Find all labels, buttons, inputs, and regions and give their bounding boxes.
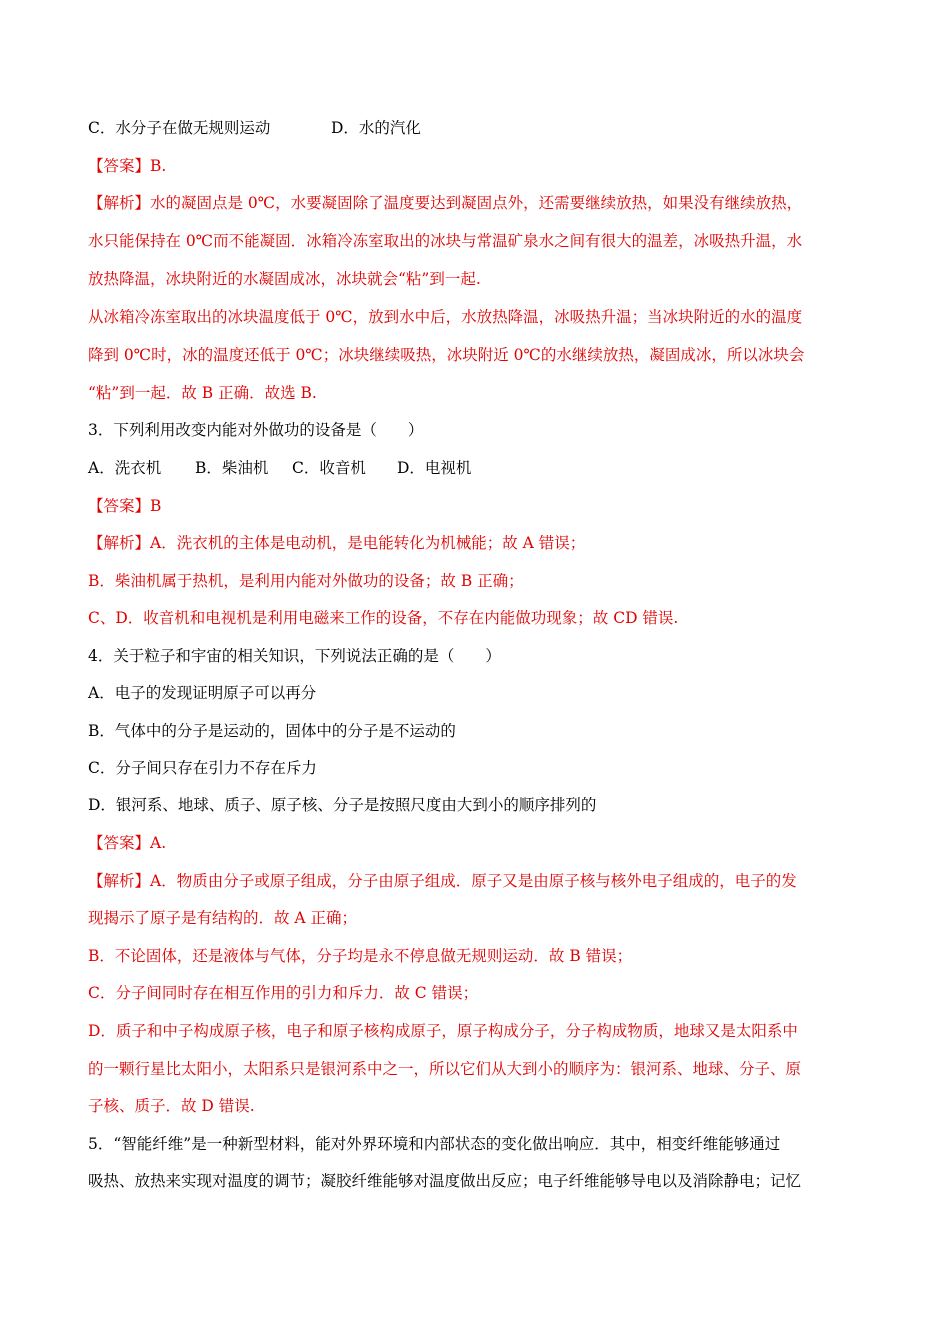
q5-stem-line: 5．“智能纤维”是一种新型材料，能对外界环境和内部状态的变化做出响应．其中，相变纤维能够通过 [88,1135,781,1153]
q3-analysis-line: C、D．收音机和电视机是利用电磁来工作的设备，不存在内能做功现象；故 CD 错误. [88,609,679,627]
q3-answer: 【答案】B [88,497,162,515]
q4-option-d: D．银河系、地球、质子、原子核、分子是按照尺度由大到小的顺序排列的 [88,796,597,814]
q3-analysis-line: B．柴油机属于热机，是利用内能对外做功的设备；故 B 正确； [88,572,524,590]
q3-stem: 3．下列利用改变内能对外做功的设备是（ ） [88,421,424,439]
q4-analysis-line: C．分子间同时存在相互作用的引力和斥力．故 C 错误； [88,984,479,1002]
q2-analysis-line: 水只能保持在 0℃而不能凝固．冰箱冷冻室取出的冰块与常温矿泉水之间有很大的温差，冰吸热升温，水 [88,232,803,250]
q4-option-b: B．气体中的分子是运动的，固体中的分子是不运动的 [88,722,456,740]
q2-analysis-line: 放热降温，冰块附近的水凝固成冰，冰块就会“粘”到一起. [88,270,481,288]
q4-answer: 【答案】A. [88,834,167,852]
q2-analysis-line: “粘”到一起．故 B 正确．故选 B. [88,384,317,402]
q2-option-c: C．水分子在做无规则运动 [88,119,271,137]
q3-option-c: C．收音机 [292,459,366,477]
q3-option-d: D．电视机 [397,459,472,477]
q2-options-cd [88,117,868,139]
q4-analysis-line: D．质子和中子构成原子核，电子和原子核构成原子，原子构成分子，分子构成物质，地球又是太阳系中 [88,1022,798,1040]
q3-option-b: B．柴油机 [195,459,269,477]
q2-answer: 【答案】B. [88,157,167,175]
q4-analysis-line: 【解析】A．物质由分子或原子组成，分子由原子组成．原子又是由原子核与核外电子组成的，电子的发 [88,872,797,890]
q4-analysis-line: 现揭示了原子是有结构的．故 A 正确； [88,909,358,927]
q2-analysis-line: 从冰箱冷冻室取出的冰块温度低于 0℃，放到水中后，水放热降温，冰吸热升温；当冰块附近的水的温度 [88,308,803,326]
q5-stem-line: 吸热、放热来实现对温度的调节；凝胶纤维能够对温度做出反应；电子纤维能够导电以及消除静电；记忆 [88,1172,802,1190]
q4-option-c: C．分子间只存在引力不存在斥力 [88,759,317,777]
q3-option-a: A．洗衣机 [88,459,162,477]
q3-options [88,457,868,479]
q2-option-d: D．水的汽化 [331,119,421,137]
q3-analysis-line: 【解析】A．洗衣机的主体是电动机，是电能转化为机械能；故 A 错误； [88,534,586,552]
q4-stem: 4．关于粒子和宇宙的相关知识，下列说法正确的是（ ） [88,647,501,665]
q2-analysis-line: 【解析】水的凝固点是 0℃，水要凝固除了温度要达到凝固点外，还需要继续放热，如果没有继续放热， [88,194,803,212]
q4-option-a: A．电子的发现证明原子可以再分 [88,684,317,702]
q4-analysis-line: 子核、质子．故 D 错误. [88,1097,255,1115]
q4-analysis-line: B．不论固体，还是液体与气体，分子均是永不停息做无规则运动．故 B 错误； [88,947,633,965]
q4-analysis-line: 的一颗行星比太阳小，太阳系只是银河系中之一，所以它们从大到小的顺序为：银河系、地球、分子、原 [88,1060,802,1078]
q2-analysis-line: 降到 0℃时，冰的温度还低于 0℃；冰块继续吸热，冰块附近 0℃的水继续放热，凝固成冰，所以冰块会 [88,346,805,364]
